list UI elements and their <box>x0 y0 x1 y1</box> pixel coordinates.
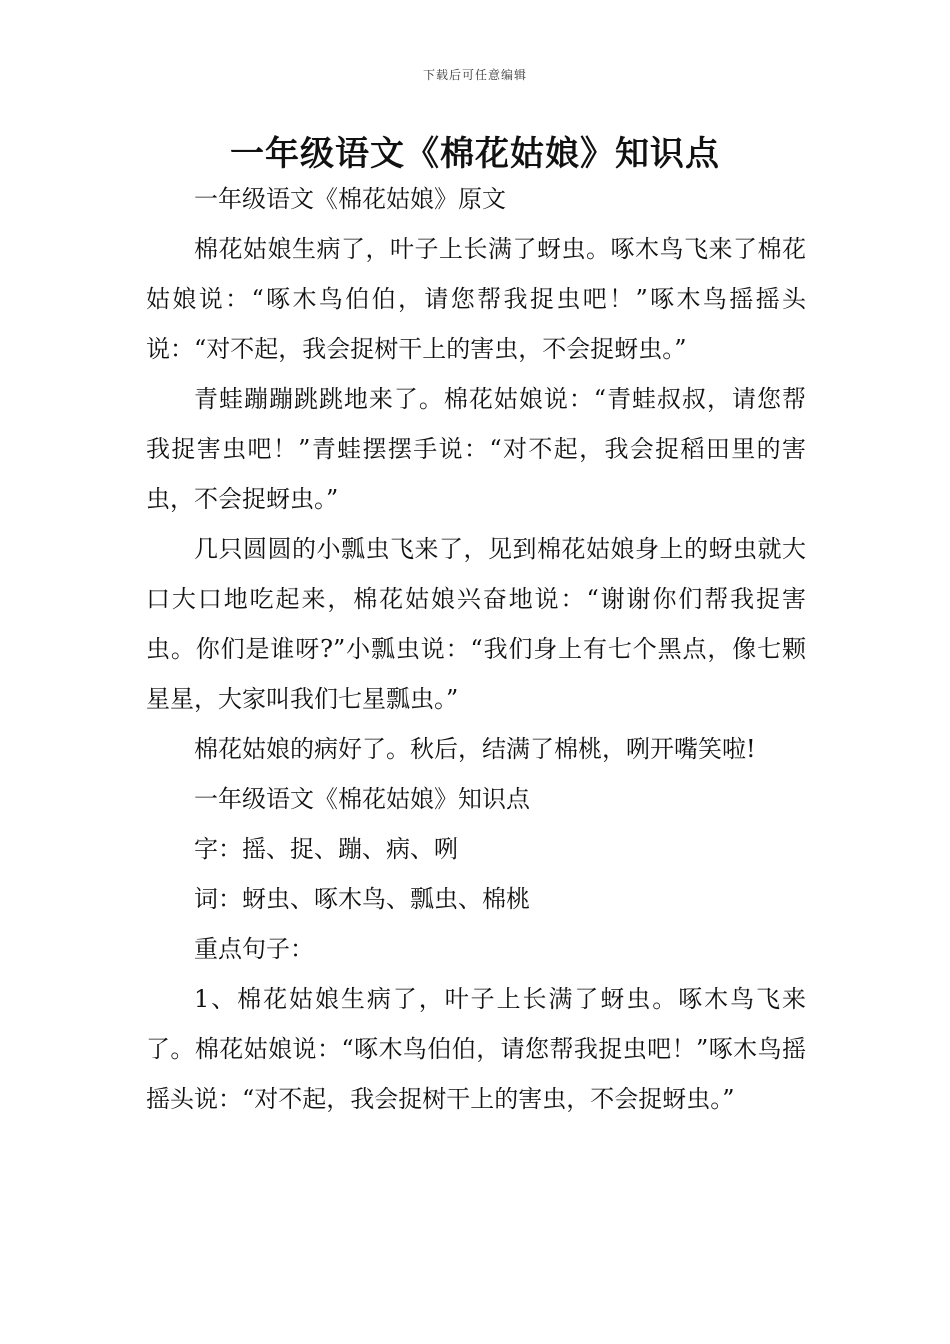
subtitle-original-text: 一年级语文《棉花姑娘》原文 <box>194 185 506 213</box>
key-sentence-1: 1、棉花姑娘生病了，叶子上长满了蚜虫。啄木鸟飞来了。棉花姑娘说：“啄木鸟伯伯，请您帮我捉虫吧！”啄木鸟摇摇头说：“对不起，我会捉树干上的害虫，不会捉蚜虫。” <box>146 985 806 1113</box>
header-note: 下载后可任意编辑 <box>422 68 527 82</box>
paragraph-frog: 青蛙蹦蹦跳跳地来了。棉花姑娘说：“青蛙叔叔，请您帮我捉害虫吧！”青蛙摆摆手说：“对不起，我会捉稻田里的害虫，不会捉蚜虫。” <box>146 385 806 513</box>
paragraph-woodpecker: 棉花姑娘生病了，叶子上长满了蚜虫。啄木鸟飞来了棉花姑娘说：“啄木鸟伯伯，请您帮我捉虫吧！”啄木鸟摇摇头说：“对不起，我会捉树干上的害虫，不会捉蚜虫。” <box>146 235 806 363</box>
words-line: 词：蚜虫、啄木鸟、瓢虫、棉桃 <box>194 885 530 913</box>
page-title: 一年级语文《棉花姑娘》知识点 <box>230 134 720 174</box>
subtitle-knowledge-points: 一年级语文《棉花姑娘》知识点 <box>194 785 530 813</box>
document-body <box>146 174 806 1124</box>
characters-line: 字：摇、捉、蹦、病、咧 <box>194 835 458 863</box>
paragraph-ladybug: 几只圆圆的小瓢虫飞来了，见到棉花姑娘身上的蚜虫就大口大口地吃起来，棉花姑娘兴奋地说：“谢谢你们帮我捉害虫。你们是谁呀?”小瓢虫说：“我们身上有七个黑点，像七颗星星，大家叫我们七星瓢虫。” <box>146 535 806 713</box>
key-sentences-heading: 重点句子： <box>194 935 314 963</box>
paragraph-recovery: 棉花姑娘的病好了。秋后，结满了棉桃，咧开嘴笑啦! <box>194 735 756 763</box>
